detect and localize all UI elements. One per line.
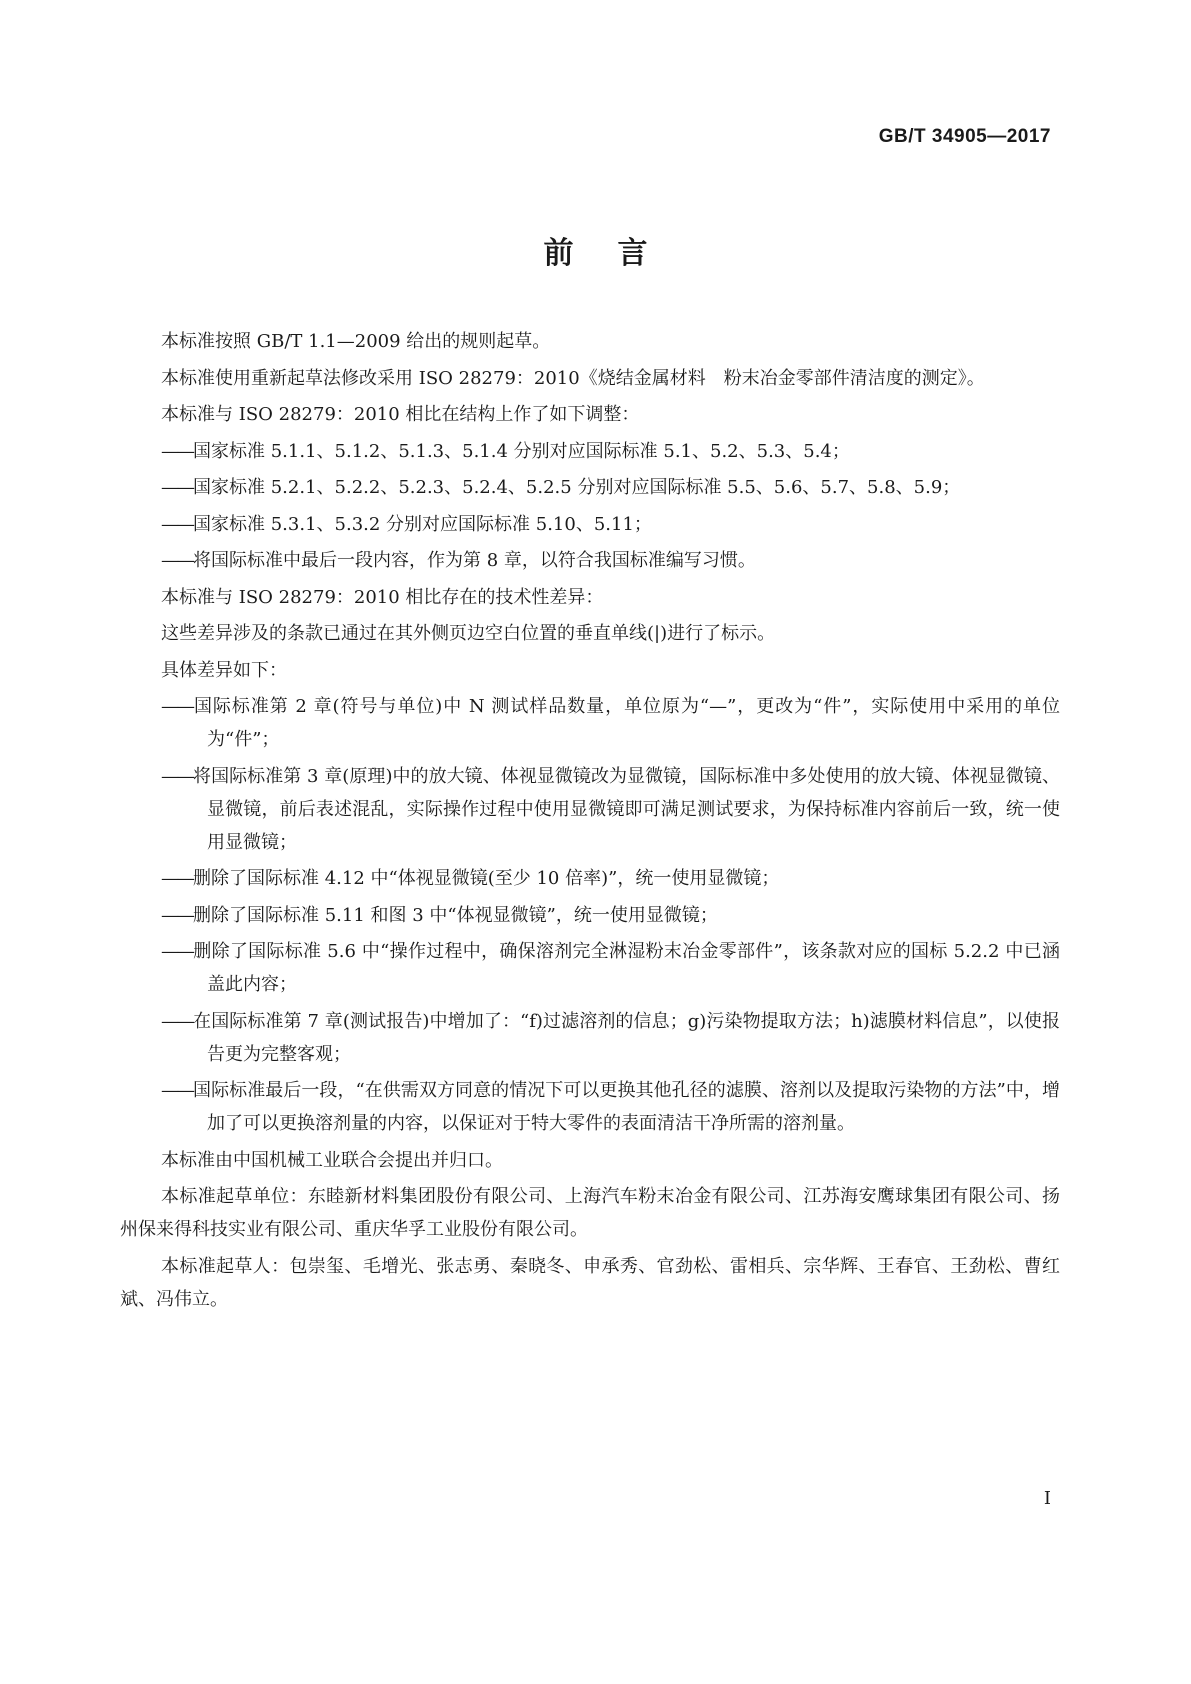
list-item-text: 删除了国际标准 4.12 中“体视显微镜(至少 10 倍率)”，统一使用显微镜； (193, 868, 780, 889)
paragraph: 这些差异涉及的条款已通过在其外侧页边空白位置的垂直单线(|)进行了标示。 (161, 623, 776, 644)
list-item-text: 删除了国际标准 5.11 和图 3 中“体视显微镜”，统一使用显微镜； (193, 904, 718, 926)
list-item-text: 国家标准 5.1.1、5.1.2、5.1.3、5.1.4 分别对应国际标准 5.1、5.2、5.3、5.4； (193, 440, 850, 462)
paragraph: 本标准按照 GB/T 1.1—2009 给出的规则起草。 (161, 331, 551, 352)
dash-mark: —— (161, 904, 193, 926)
document-body (120, 325, 1060, 1319)
dash-mark: —— (161, 513, 193, 535)
list-item-text: 国家标准 5.3.1、5.3.2 分别对应国际标准 5.10、5.11； (193, 513, 652, 535)
paragraph: 具体差异如下： (161, 659, 287, 681)
list-item (120, 435, 1060, 468)
list-item-text: 将国际标准中最后一段内容，作为第 8 章，以符合我国标准编写习惯。 (193, 550, 756, 571)
dash-mark: —— (161, 941, 193, 962)
list-item (120, 508, 1060, 541)
paragraph: 本标准与 ISO 28279：2010 相比在结构上作了如下调整： (161, 404, 640, 425)
dash-mark: —— (161, 440, 193, 462)
dash-mark: —— (161, 477, 193, 498)
dash-mark: —— (161, 550, 193, 571)
paragraph: 本标准由中国机械工业联合会提出并归口。 (161, 1149, 503, 1171)
dash-mark: —— (161, 1010, 193, 1032)
list-item-text: 国家标准 5.2.1、5.2.2、5.2.3、5.2.4、5.2.5 分别对应国际标准 5.5、5.6、5.7、5.8、5.9； (193, 477, 961, 498)
page-number: I (1043, 1488, 1051, 1509)
dash-mark: —— (161, 765, 193, 787)
list-item (120, 899, 1060, 932)
list-item (120, 471, 1060, 504)
page-title: 前言 (543, 236, 692, 271)
list-item-text: 删除了国际标准 5.6 中“操作过程中，确保溶剂完全淋湿粉末冶金零部件”，该条款对应的国标 5.2.2 中已涵盖此内容； (193, 941, 1060, 995)
dash-mark: —— (161, 1080, 193, 1101)
document-id: GB/T 34905—2017 (878, 126, 1051, 147)
paragraph: 本标准与 ISO 28279：2010 相比存在的技术性差异： (161, 586, 604, 608)
list-item (120, 935, 1060, 1001)
paragraph: 本标准起草单位：东睦新材料集团股份有限公司、上海汽车粉末冶金有限公司、江苏海安鹰球集团有限公司、扬州保来得科技实业有限公司、重庆华孚工业股份有限公司。 (120, 1186, 1060, 1240)
list-item (120, 690, 1060, 756)
list-item-text: 将国际标准第 3 章(原理)中的放大镜、体视显微镜改为显微镜，国际标准中多处使用的放大镜、体视显微镜、显微镜，前后表述混乱，实际操作过程中使用显微镜即可满足测试要求，为保持标准内容前后一致，统一使用显微镜； (193, 765, 1060, 853)
dash-mark: —— (161, 868, 193, 889)
list-item (120, 760, 1060, 859)
list-item (120, 544, 1060, 577)
list-item-text: 在国际标准第 7 章(测试报告)中增加了：“f)过滤溶剂的信息；g)污染物提取方法；h)滤膜材料信息”，以使报告更为完整客观； (193, 1010, 1060, 1065)
list-item (120, 1074, 1060, 1140)
list-item-text: 国际标准第 2 章(符号与单位)中 N 测试样品数量，单位原为“—”，更改为“件”，实际使用中采用的单位为“件”； (193, 696, 1060, 750)
list-item (120, 862, 1060, 895)
paragraph: 本标准使用重新起草法修改采用 ISO 28279：2010《烧结金属材料 粉末冶金零部件清洁度的测定》。 (161, 367, 985, 389)
paragraph: 本标准起草人：包崇玺、毛增光、张志勇、秦晓冬、申承秀、官劲松、雷相兵、宗华辉、王春官、王劲松、曹红斌、冯伟立。 (120, 1255, 1060, 1310)
list-item (120, 1005, 1060, 1071)
list-item-text: 国际标准最后一段，“在供需双方同意的情况下可以更换其他孔径的滤膜、溶剂以及提取污染物的方法”中，增加了可以更换溶剂量的内容，以保证对于特大零件的表面清洁干净所需的溶剂量。 (193, 1080, 1060, 1134)
dash-mark: —— (161, 696, 193, 717)
